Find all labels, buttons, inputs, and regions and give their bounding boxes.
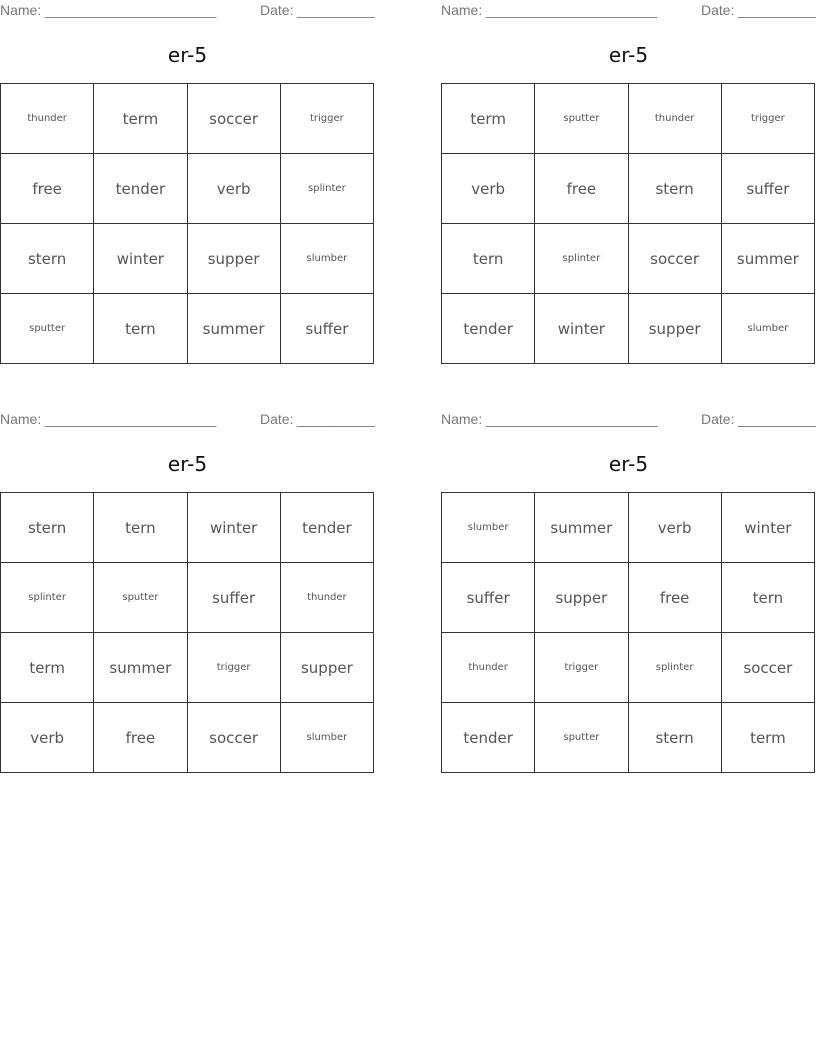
grid-cell: sputter <box>535 84 628 154</box>
grid-cell: slumber <box>442 493 535 563</box>
grid-cell: soccer <box>187 84 280 154</box>
name-label: Name: <box>441 2 483 18</box>
grid-row <box>1 84 374 154</box>
grid-cell: term <box>721 703 814 773</box>
grid-row <box>442 703 815 773</box>
grid-cell: tern <box>94 493 187 563</box>
date-field: __________ <box>297 411 375 427</box>
grid-row <box>442 224 815 294</box>
grid-cell: trigger <box>721 84 814 154</box>
grid-cell: summer <box>94 633 187 703</box>
grid-cell: supper <box>187 224 280 294</box>
grid-cell: tern <box>442 224 535 294</box>
grid-row <box>1 224 374 294</box>
grid-cell: stern <box>628 703 721 773</box>
grid-cell: splinter <box>1 563 94 633</box>
grid-cell: tender <box>280 493 373 563</box>
card-header <box>0 0 375 20</box>
grid-cell: sputter <box>535 703 628 773</box>
grid-cell: suffer <box>187 563 280 633</box>
grid-cell: thunder <box>442 633 535 703</box>
grid-cell: tern <box>94 294 187 364</box>
grid-cell: free <box>535 154 628 224</box>
grid-cell: supper <box>535 563 628 633</box>
card-title: er-5 <box>608 43 649 67</box>
grid-cell: stern <box>628 154 721 224</box>
grid-cell: summer <box>187 294 280 364</box>
grid-cell: suffer <box>280 294 373 364</box>
card-header <box>0 409 375 429</box>
grid-cell: thunder <box>280 563 373 633</box>
grid-cell: sputter <box>1 294 94 364</box>
grid-cell: thunder <box>1 84 94 154</box>
grid-cell: term <box>442 84 535 154</box>
grid-row <box>442 154 815 224</box>
date-label: Date: <box>260 411 294 427</box>
grid-cell: summer <box>535 493 628 563</box>
grid-row <box>442 84 815 154</box>
card-title: er-5 <box>167 452 208 476</box>
card-title: er-5 <box>167 43 208 67</box>
grid-row <box>1 633 374 703</box>
grid-cell: winter <box>535 294 628 364</box>
name-field: ______________________ <box>486 2 658 18</box>
grid-row <box>1 703 374 773</box>
date-label: Date: <box>260 2 294 18</box>
grid-cell: verb <box>442 154 535 224</box>
grid-row <box>1 563 374 633</box>
date-label: Date: <box>701 411 735 427</box>
card-header <box>441 409 816 429</box>
name-field: ______________________ <box>486 411 658 427</box>
grid-cell: slumber <box>280 703 373 773</box>
date-field: __________ <box>738 2 816 18</box>
bingo-grid <box>441 83 815 364</box>
grid-cell: soccer <box>187 703 280 773</box>
grid-cell: trigger <box>187 633 280 703</box>
date-label: Date: <box>701 2 735 18</box>
grid-cell: stern <box>1 493 94 563</box>
grid-cell: slumber <box>280 224 373 294</box>
name-label: Name: <box>0 2 42 18</box>
grid-cell: tender <box>94 154 187 224</box>
grid-cell: sputter <box>94 563 187 633</box>
name-label: Name: <box>0 411 42 427</box>
bingo-grid <box>441 492 815 773</box>
grid-row <box>1 493 374 563</box>
grid-cell: verb <box>1 703 94 773</box>
grid-cell: trigger <box>280 84 373 154</box>
date-field: __________ <box>738 411 816 427</box>
grid-cell: thunder <box>628 84 721 154</box>
grid-row <box>442 493 815 563</box>
grid-cell: free <box>1 154 94 224</box>
grid-cell: supper <box>628 294 721 364</box>
grid-cell: free <box>94 703 187 773</box>
grid-cell: verb <box>628 493 721 563</box>
grid-cell: suffer <box>721 154 814 224</box>
grid-row <box>442 294 815 364</box>
grid-cell: winter <box>721 493 814 563</box>
grid-row <box>442 633 815 703</box>
grid-cell: term <box>1 633 94 703</box>
date-field: __________ <box>297 2 375 18</box>
grid-cell: trigger <box>535 633 628 703</box>
grid-row <box>1 154 374 224</box>
grid-row <box>442 563 815 633</box>
card-title: er-5 <box>608 452 649 476</box>
grid-cell: free <box>628 563 721 633</box>
grid-cell: slumber <box>721 294 814 364</box>
bingo-grid <box>0 83 374 364</box>
grid-cell: tender <box>442 294 535 364</box>
bingo-grid <box>0 492 374 773</box>
card-header <box>441 0 816 20</box>
grid-cell: soccer <box>721 633 814 703</box>
grid-cell: splinter <box>535 224 628 294</box>
grid-cell: splinter <box>628 633 721 703</box>
grid-cell: soccer <box>628 224 721 294</box>
name-label: Name: <box>441 411 483 427</box>
grid-cell: stern <box>1 224 94 294</box>
name-field: ______________________ <box>45 411 217 427</box>
grid-cell: term <box>94 84 187 154</box>
grid-cell: verb <box>187 154 280 224</box>
grid-cell: tern <box>721 563 814 633</box>
grid-row <box>1 294 374 364</box>
grid-cell: winter <box>187 493 280 563</box>
grid-cell: suffer <box>442 563 535 633</box>
grid-cell: summer <box>721 224 814 294</box>
name-field: ______________________ <box>45 2 217 18</box>
grid-cell: splinter <box>280 154 373 224</box>
grid-cell: supper <box>280 633 373 703</box>
grid-cell: winter <box>94 224 187 294</box>
grid-cell: tender <box>442 703 535 773</box>
